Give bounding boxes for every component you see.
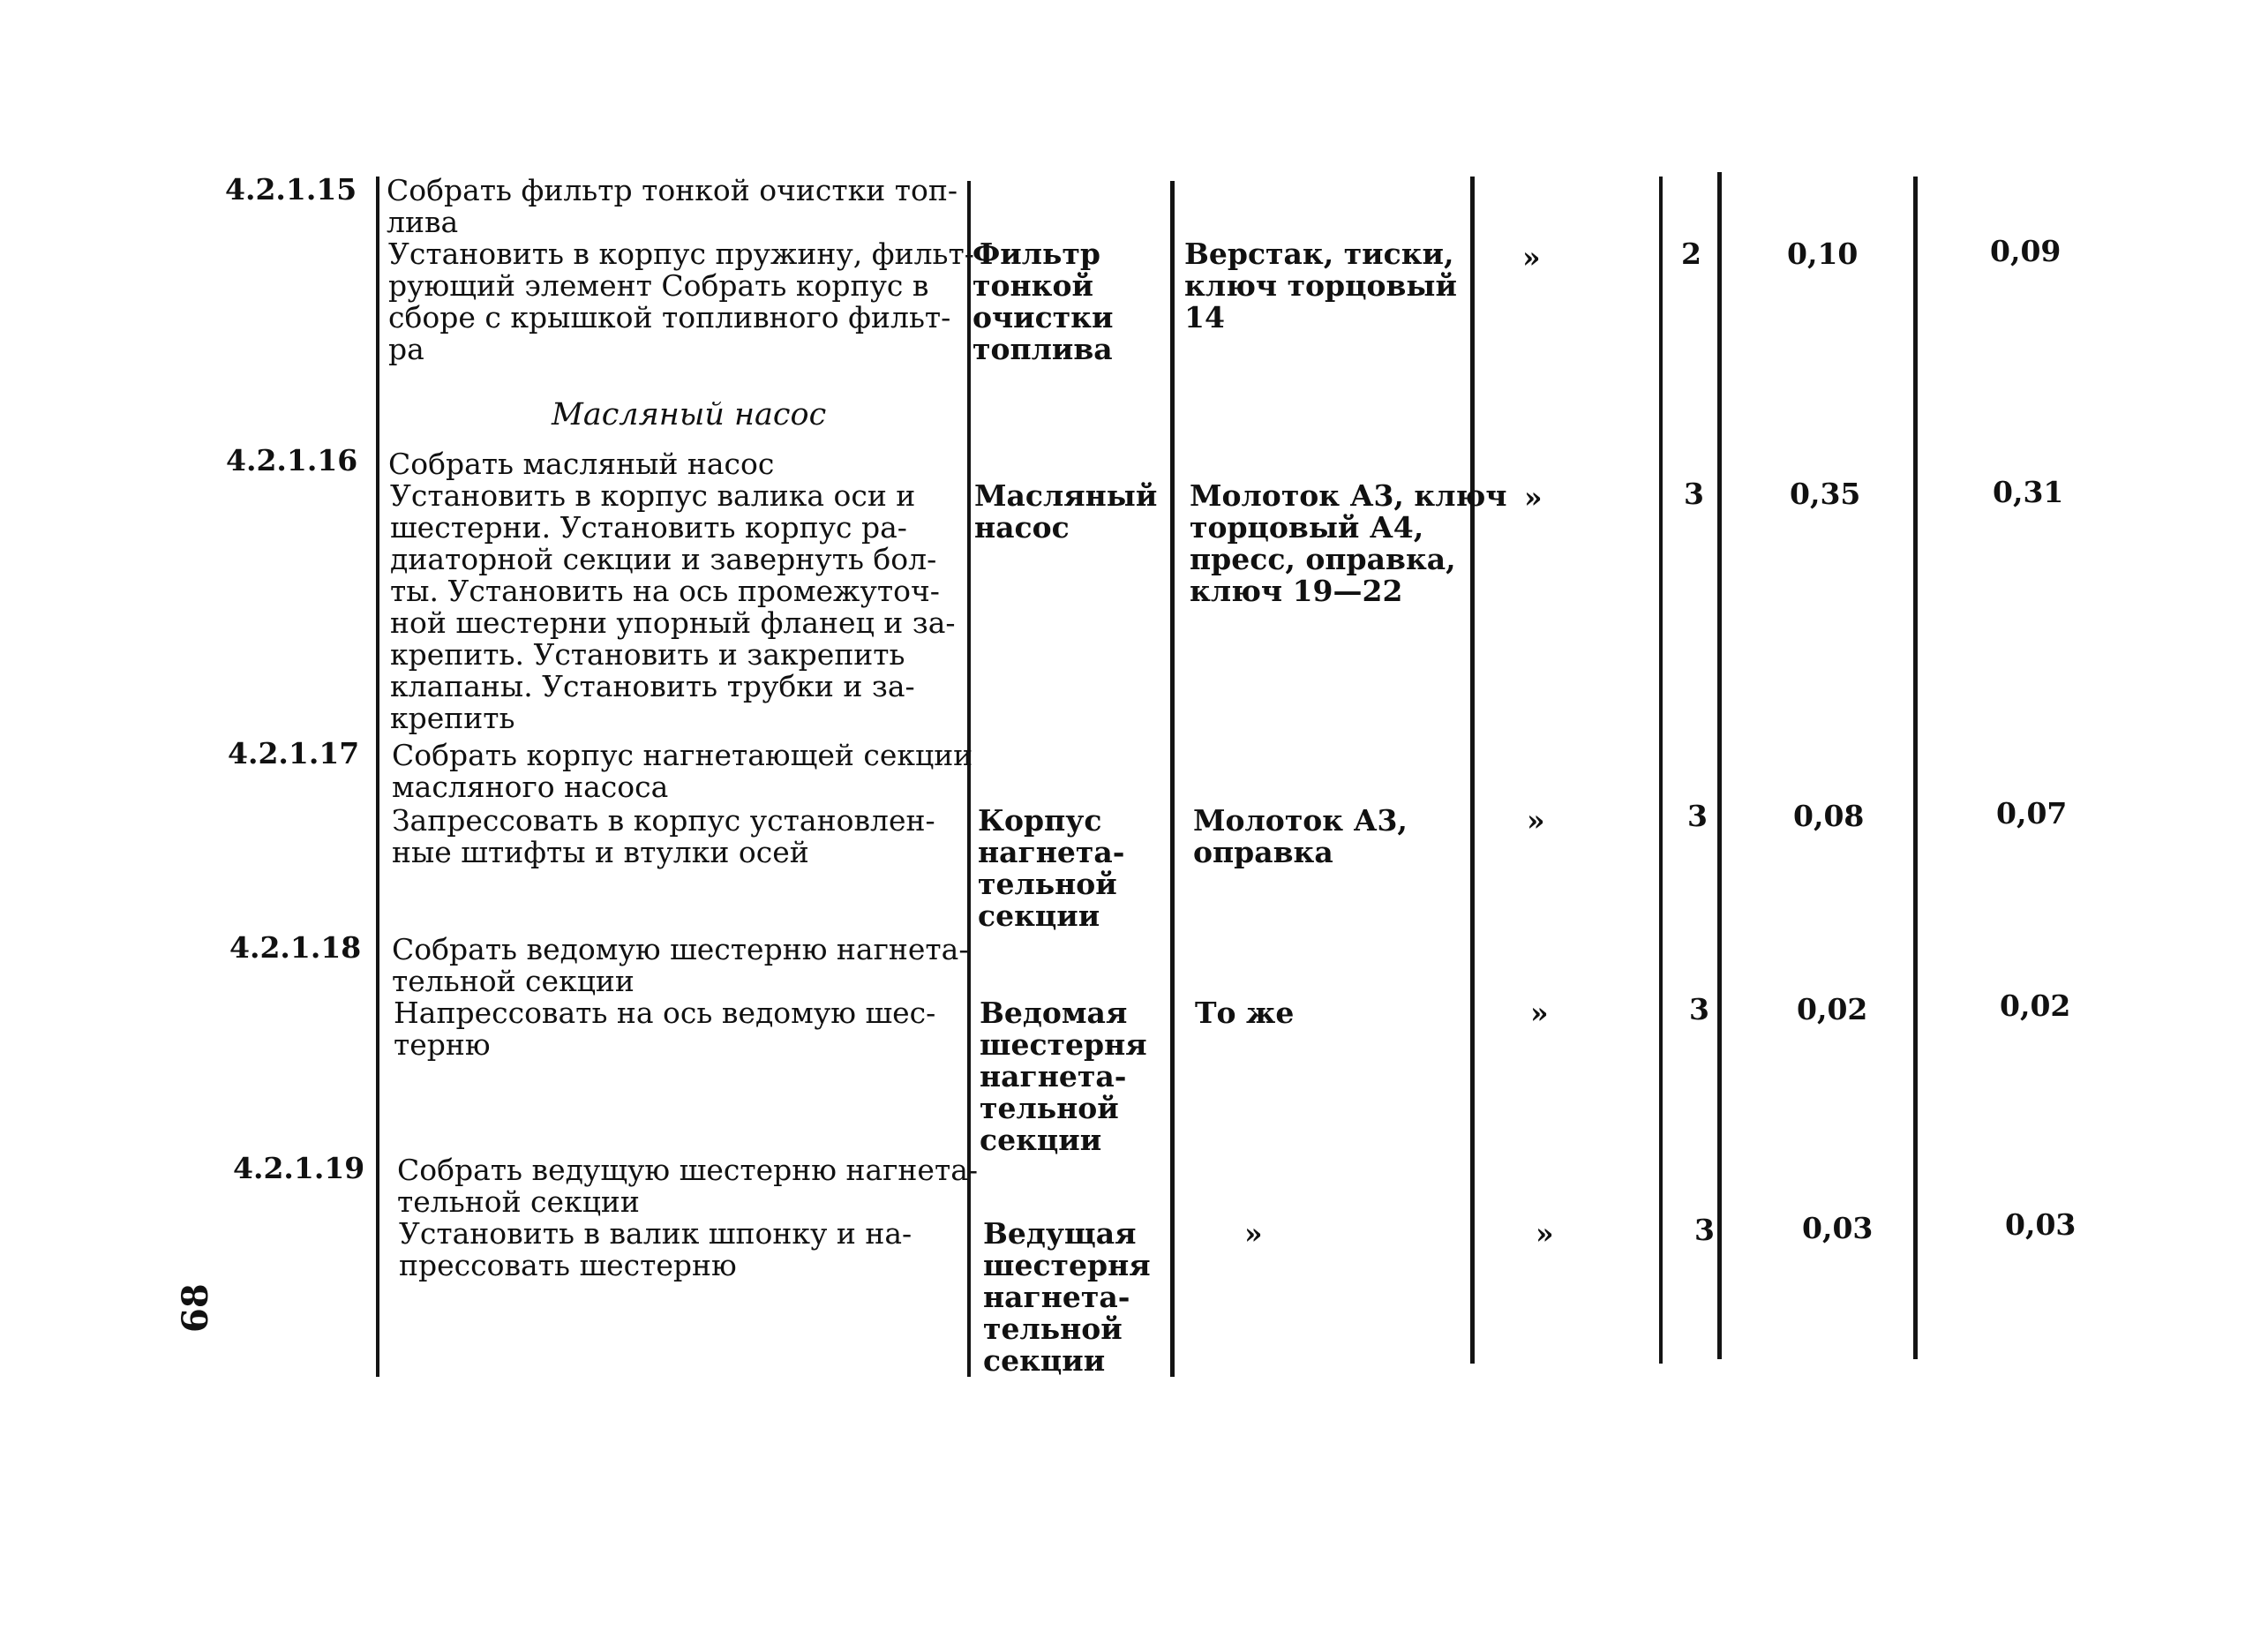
tools: Молоток А3, оправка (1193, 803, 1408, 869)
grade: 2 (1681, 237, 1701, 271)
assembly-unit: Ведущая шестерня нагнета- тельной секции (983, 1216, 1151, 1378)
operation-number: 4.2.1.17 (228, 736, 360, 770)
time-value-1: 0,08 (1793, 799, 1865, 833)
assembly-unit: Корпус нагнета- тельной секции (978, 803, 1125, 933)
tools: » (1244, 1216, 1263, 1251)
time-value-2: 0,03 (2005, 1207, 2076, 1242)
operation-description: Установить в корпус пружину, фильт- рующий элемент Собрать корпус в сборе с крышкой топливного фильт- ра (388, 237, 974, 366)
tools: То же (1195, 996, 1295, 1030)
same-mark: » (1536, 1216, 1554, 1251)
operation-description: Запрессовать в корпус установлен- ные штифты и втулки осей (392, 803, 935, 869)
grade: 3 (1694, 1213, 1715, 1247)
column-rule-1 (376, 177, 379, 1377)
grade: 3 (1687, 799, 1708, 833)
column-rule-6 (1717, 172, 1722, 1359)
operation-title: Собрать масляный насос (388, 447, 775, 481)
grade: 3 (1684, 477, 1704, 511)
assembly-unit: Ведомая шестерня нагнета- тельной секции (980, 996, 1147, 1157)
same-mark: » (1527, 803, 1545, 838)
operation-title: Собрать корпус нагнетающей секции масляного насоса (392, 738, 973, 804)
column-rule-7 (1913, 177, 1918, 1359)
page-number: 68 (175, 1283, 216, 1333)
operation-number: 4.2.1.19 (233, 1151, 365, 1185)
time-value-2: 0,07 (1996, 796, 2068, 831)
operation-description: Напрессовать на ось ведомую шес- терню (394, 996, 936, 1062)
column-rule-5 (1659, 177, 1663, 1364)
same-mark: » (1522, 240, 1541, 274)
time-value-2: 0,31 (1993, 475, 2064, 509)
operation-number: 4.2.1.18 (229, 930, 362, 965)
operation-number: 4.2.1.16 (226, 443, 358, 477)
operation-description: Установить в валик шпонку и на- прессовать шестерню (399, 1216, 912, 1282)
grade: 3 (1689, 992, 1709, 1026)
time-value-1: 0,10 (1787, 237, 1859, 271)
time-value-2: 0,09 (1990, 234, 2061, 268)
column-rule-4 (1470, 177, 1475, 1364)
tools: Верстак, тиски, ключ торцовый 14 (1184, 237, 1457, 334)
assembly-unit: Фильтр тонкой очистки топлива (973, 237, 1114, 366)
time-value-1: 0,02 (1797, 992, 1868, 1026)
column-rule-3 (1170, 181, 1175, 1377)
operation-description: Установить в корпус валика оси и шестерни. Установить корпус ра- диаторной секции и завернуть бол- ты. Установить на ось промежуточ- ной шестерни упорный фланец и за- крепить. Установить и закрепить клапаны. Установить трубки и за- крепить (390, 478, 956, 735)
time-value-2: 0,02 (2000, 988, 2071, 1023)
time-value-1: 0,03 (1802, 1211, 1874, 1245)
operation-title: Собрать ведомую шестерню нагнета- тельной секции (392, 932, 969, 998)
tools: Молоток А3, ключ торцовый А4, пресс, оправка, ключ 19—22 (1190, 478, 1507, 608)
same-mark: » (1524, 480, 1543, 515)
same-mark: » (1530, 996, 1549, 1030)
time-value-1: 0,35 (1790, 477, 1861, 511)
operation-number: 4.2.1.15 (225, 172, 357, 207)
operation-title: Собрать ведущую шестерню нагнета- тельной секции (397, 1153, 979, 1219)
operation-title: Собрать фильтр тонкой очистки топ- лива (387, 173, 958, 239)
assembly-unit: Масляный насос (974, 478, 1158, 545)
section-heading: Масляный насос (552, 397, 827, 432)
